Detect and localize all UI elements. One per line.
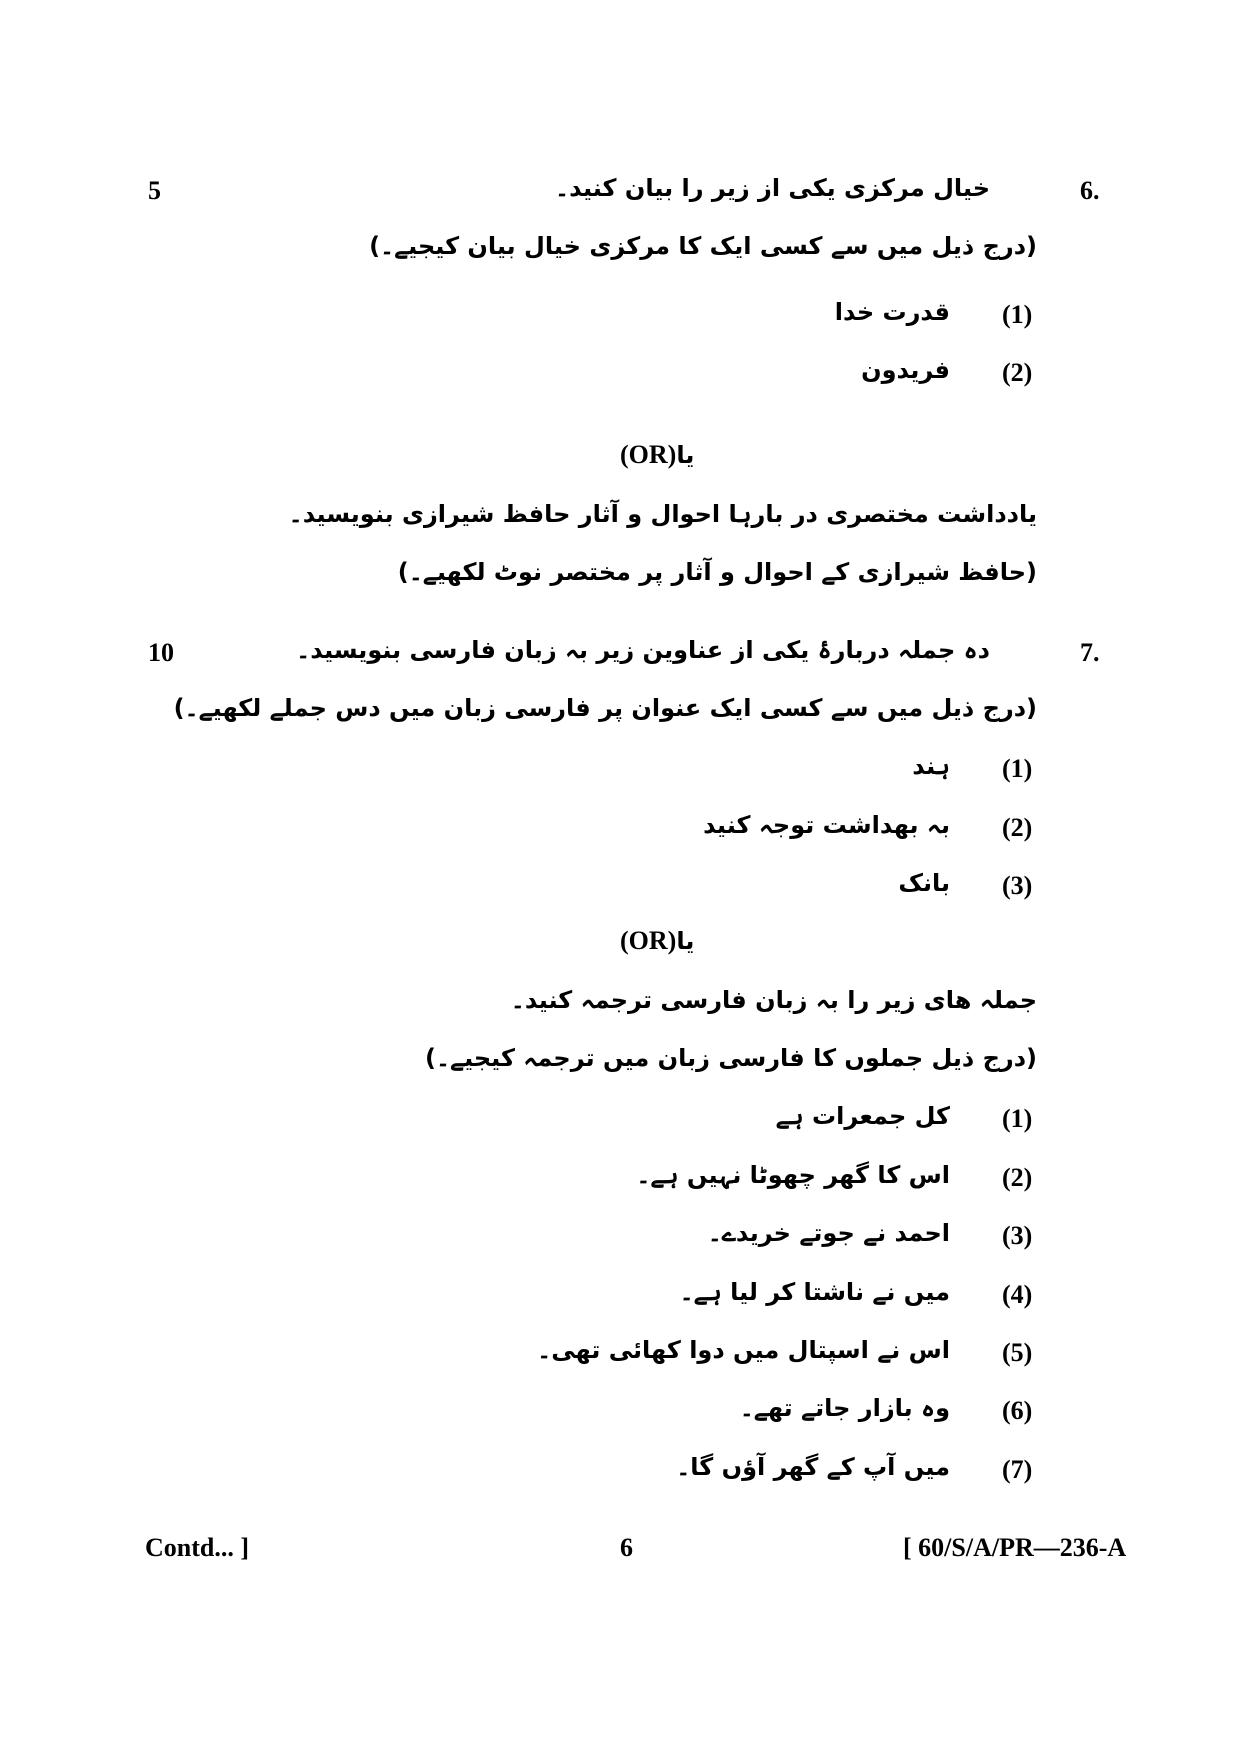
q7-sentence-6-text: وہ بازار جاتے تھے۔: [739, 1394, 950, 1422]
q7-sentence-3-number: (3): [1002, 1221, 1033, 1250]
q7-option-3-number: (3): [1002, 871, 1033, 900]
footer-paper-code: [ 60/S/A/PR—236-A: [903, 1533, 1127, 1562]
q7-alt-urdu: (درج ذیل جملوں کا فارسی زبان میں ترجمہ کیجیے۔): [424, 1044, 1037, 1072]
q7-sentence-1-number: (1): [1002, 1104, 1033, 1133]
q7-sentence-3-text: احمد نے جوتے خریدے۔: [707, 1219, 950, 1247]
q7-sentence-1-text: کل جمعرات ہے: [775, 1102, 950, 1130]
q6-or-label: [620, 442, 694, 468]
q6-prompt-urdu: (درج ذیل میں سے کسی ایک کا مرکزی خیال بیان کیجیے۔): [369, 232, 1037, 260]
question-number-7: 7.: [1080, 638, 1100, 667]
q7-or-english: (OR): [620, 926, 677, 955]
question-number-6: 6.: [1080, 176, 1100, 205]
q7-prompt-persian: دہ جملہ دربارۂ یکی از عناوین زیر بہ زبان فارسی بنویسید۔: [296, 636, 990, 664]
q6-or-english: (OR): [620, 440, 677, 469]
q7-sentence-2-text: اس کا گھر چھوٹا نہیں ہے۔: [636, 1161, 950, 1189]
q7-option-2-text: بہ بھداشت توجہ کنید: [703, 811, 950, 839]
q7-prompt-urdu: (درج ذیل میں سے کسی ایک عنوان پر فارسی زبان میں دس جملے لکھیے۔): [173, 694, 1037, 722]
marks-q6: 5: [148, 176, 161, 205]
q7-sentence-2-number: (2): [1002, 1163, 1033, 1192]
q7-option-2-number: (2): [1002, 813, 1033, 842]
q7-option-3-text: بانک: [898, 869, 950, 897]
q7-alt-persian: جملہ ھای زیر را بہ زبان فارسی ترجمہ کنید۔: [510, 986, 1037, 1014]
q7-sentence-6-number: (6): [1002, 1396, 1033, 1425]
q7-sentence-4-text: میں نے ناشتا کر لیا ہے۔: [679, 1278, 950, 1306]
q7-sentence-4-number: (4): [1002, 1280, 1033, 1309]
footer-page-number: 6: [620, 1533, 633, 1562]
q7-sentence-7-text: میں آپ کے گھر آؤں گا۔: [676, 1453, 950, 1481]
q6-option-1-number: (1): [1002, 300, 1033, 329]
q6-option-2-number: (2): [1002, 358, 1033, 387]
q6-option-1-text: قدرت خدا: [834, 298, 950, 326]
q6-alt-urdu: (حافظ شیرازی کے احوال و آثار پر مختصر نوٹ لکھیے۔): [397, 558, 1037, 586]
q7-sentence-5-text: اس نے اسپتال میں دوا کھائی تھی۔: [537, 1336, 950, 1364]
marks-q7: 10: [148, 638, 174, 667]
q7-option-1-text: ہند: [912, 752, 950, 780]
footer-contd: Contd... ]: [145, 1533, 250, 1562]
q7-sentence-7-number: (7): [1002, 1455, 1033, 1484]
q7-sentence-5-number: (5): [1002, 1338, 1033, 1367]
q7-or-label: [620, 928, 694, 954]
q6-alt-persian: یادداشت مختصری در بارہا احوال و آثار حافظ شیرازی بنویسید۔: [288, 500, 1037, 528]
q7-option-1-number: (1): [1002, 754, 1033, 783]
q6-option-2-text: فریدون: [861, 356, 950, 384]
q7-or-urdu: یا: [676, 927, 695, 955]
q6-prompt-persian: خیال مرکزی یکی از زیر را بیان کنید۔: [555, 174, 990, 202]
q6-or-urdu: یا: [676, 441, 695, 469]
